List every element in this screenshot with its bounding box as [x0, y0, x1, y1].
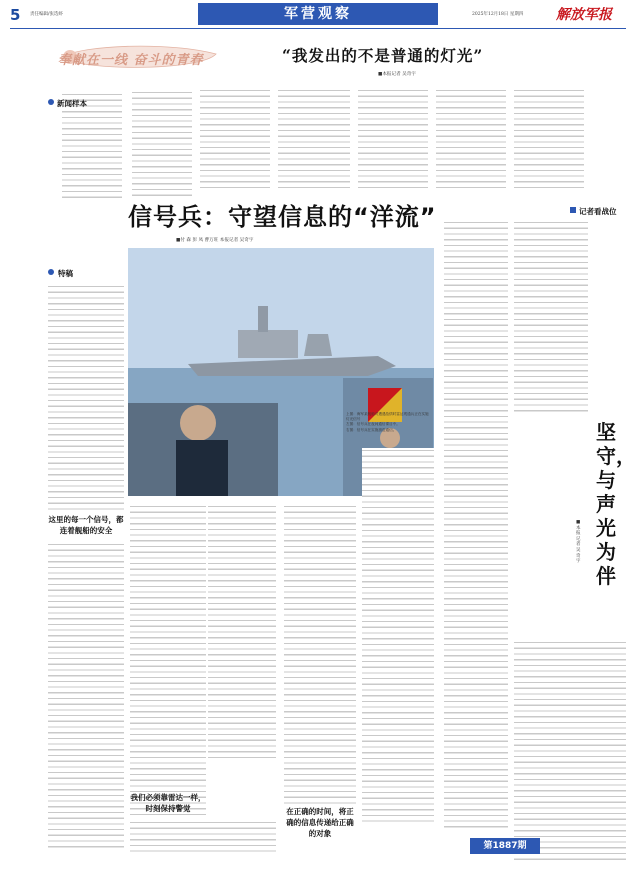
- section-title: 军营观察: [198, 3, 438, 25]
- middle-column-body-2: [208, 504, 276, 758]
- feature-intro-text: [48, 284, 124, 510]
- main-byline: ■付 森 彭 凤 曹万旺 本报记者 吴奇宇: [176, 238, 254, 243]
- middle-column-body-3: [130, 820, 276, 852]
- right-column-body-1: [284, 504, 356, 804]
- top-story-column-4: [278, 88, 350, 192]
- publication-date: 2025年12月18日 星期四: [472, 12, 524, 17]
- subhead-1: 这里的每一个信号，都连着舰船的安全: [48, 515, 124, 535]
- subhead-2: 我们必须靠雷达一样，时刻保持警觉: [130, 793, 206, 813]
- issue-number-badge: 第1887期: [470, 838, 540, 854]
- top-story-column-5: [358, 88, 428, 192]
- sidebar-vertical-title: 坚守，与声光为伴: [596, 420, 636, 588]
- middle-column-body-1: [130, 504, 206, 816]
- photo-captions: [346, 412, 432, 444]
- subhead-3: 在正确的时间，将正确的信息传递给正确的对象: [286, 807, 354, 838]
- caption-3: 右图：信号兵在实施旗语通信。: [346, 427, 397, 432]
- sidebar-column-1: [444, 220, 508, 832]
- top-story-headline: “我发出的不是普通的灯光”: [282, 46, 484, 65]
- newspaper-logo: 解放军报: [556, 7, 612, 23]
- sidebar-byline: ■本报记者 吴奇宇: [576, 520, 581, 565]
- caption-2: 左图：信号兵在夜间通信课目中。: [346, 422, 400, 427]
- caption-1: 上图：海军某舰船对遭遇敌情时雷达观通兵正在实施灯光信号: [346, 412, 429, 422]
- left-column-body: [48, 542, 124, 852]
- right-column-body-2: [362, 448, 434, 826]
- top-story-column-3: [200, 88, 270, 192]
- square-bullet-icon: [570, 207, 576, 213]
- sidebar-column-3: [514, 640, 626, 860]
- sidebar-label: 记者看战位: [579, 207, 617, 216]
- bullet-icon: [48, 269, 54, 275]
- page-number: 5: [10, 6, 21, 24]
- news-sample-label: 新闻样本: [57, 99, 87, 108]
- top-story-byline: ■本报记者 吴奇宇: [378, 72, 416, 77]
- banner-text: 奉献在一线 奋斗的青春: [58, 53, 204, 68]
- main-headline: 信号兵：守望信息的“洋流”: [128, 203, 437, 231]
- feature-label: 特稿: [58, 269, 73, 278]
- bullet-icon: [48, 99, 54, 105]
- editor-credit: 责任编辑/张选虾: [30, 12, 64, 17]
- page-header: [0, 0, 636, 30]
- header-rule: [10, 28, 626, 29]
- top-story-column-2: [132, 90, 192, 200]
- top-story-column-7: [514, 88, 584, 192]
- top-story-column-6: [436, 88, 506, 192]
- sidebar-column-2: [514, 220, 588, 416]
